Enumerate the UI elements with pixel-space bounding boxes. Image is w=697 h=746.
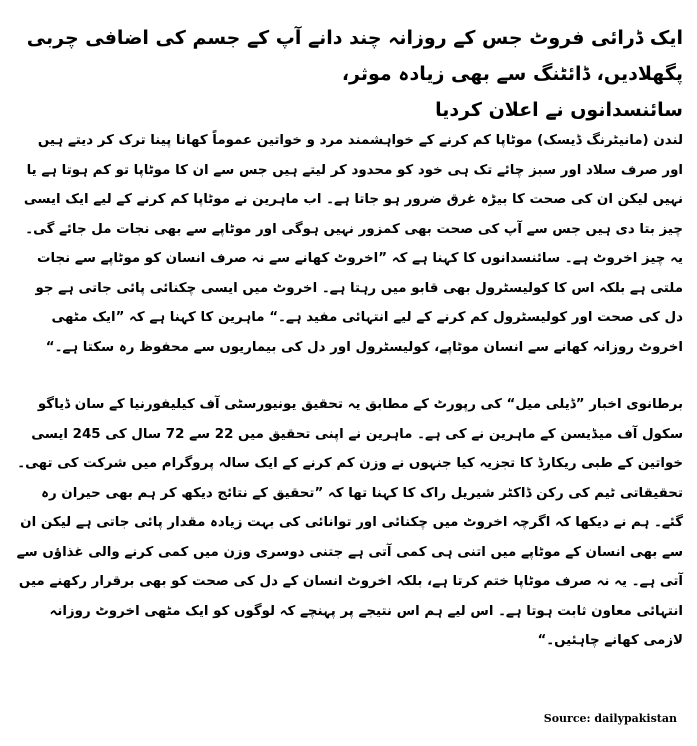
article-paragraph-2: برطانوی اخبار ”ڈیلی میل“ کی رپورٹ کے مطابق یہ تحقیق یونیورسٹی آف کیلیفورنیا کے سان ڈیاگو سکول آف میڈیسن کے ماہرین نے کی ہے۔ ماہرین نے اپنی تحقیق میں 22 سے 72 سال کی 245 ایسی خواتین کے طبی ریکارڈ کا تجزیہ کیا جنہوں نے وزن کم کرنے کے ایک سالہ پروگرام میں شرکت کی تھی۔ تحقیقاتی ٹیم کی رکن ڈاکٹر شیریل راک کا کہنا تھا کہ ”تحقیق کے نتائج دیکھ کر ہم بھی حیران رہ گئے۔ ہم نے دیکھا کہ اگرچہ اخروٹ میں چکنائی اور توانائی کی بہت زیادہ مقدار پائی جاتی ہے لیکن ان سے بھی انسان کے موٹاپے میں اتنی ہی کمی آتی ہے جتنی دوسری وزن میں کمی کرنے والی غذاؤں سے آتی ہے۔ یہ نہ صرف موٹاپا ختم کرتا ہے، بلکہ اخروٹ انسان کے دل کی صحت کو بھی برقرار رکھنے میں انتہائی معاون ثابت ہوتا ہے۔ اس لیے ہم اس نتیجے پر پہنچے کہ لوگوں کو ایک مٹھی اخروٹ روزانہ لازمی کھانے چاہئیں۔“ [16, 397, 683, 648]
article-headline [14, 20, 683, 128]
headline-line-2: سائنسدانوں نے اعلان کردیا [435, 99, 683, 121]
article-body [14, 126, 683, 656]
article-paragraph-1: لندن (مانیٹرنگ ڈیسک) موٹاپا کم کرنے کے خواہشمند مرد و خواتین عموماً کھانا پینا ترک کر دیتے ہیں اور صرف سلاد اور سبز چائے تک ہی خود کو محدود کر لیتے ہیں جس سے ان کا موٹاپا تو کم ہوتا ہے یا نہیں لیکن ان کی صحت کا بیڑہ غرق ضرور ہو جاتا ہے۔ اب ماہرین نے موٹاپا کم کرنے کے لیے ایک ایسی چیز بتا دی ہیں جس سے آپ کی صحت بھی کمزور نہیں ہوگی اور موٹاپے سے بھی نجات مل جائے گی۔ یہ چیز اخروٹ ہے۔ سائنسدانوں کا کہنا ہے کہ ”اخروٹ کھانے سے نہ صرف انسان کو موٹاپے سے نجات ملتی ہے بلکہ اس کا کولیسٹرول بھی قابو میں رہتا ہے۔ اخروٹ میں ایسی چکنائی پائی جاتی ہے جو دل کی صحت اور کولیسٹرول کم کرنے کے لیے انتہائی مفید ہے۔“ ماہرین کا کہنا ہے کہ ”ایک مٹھی اخروٹ روزانہ کھانے سے انسان موٹاپے، کولیسٹرول اور دل کی بیماریوں سے محفوظ رہ سکتا ہے۔“ [23, 133, 683, 355]
headline-line-1: ایک ڈرائی فروٹ جس کے روزانہ چند دانے آپ کے جسم کی اضافی چربی پگھلادیں، ڈائٹنگ سے بھی زیادہ موثر، [26, 27, 683, 85]
source-credit: Source: dailypakistan [543, 712, 677, 725]
